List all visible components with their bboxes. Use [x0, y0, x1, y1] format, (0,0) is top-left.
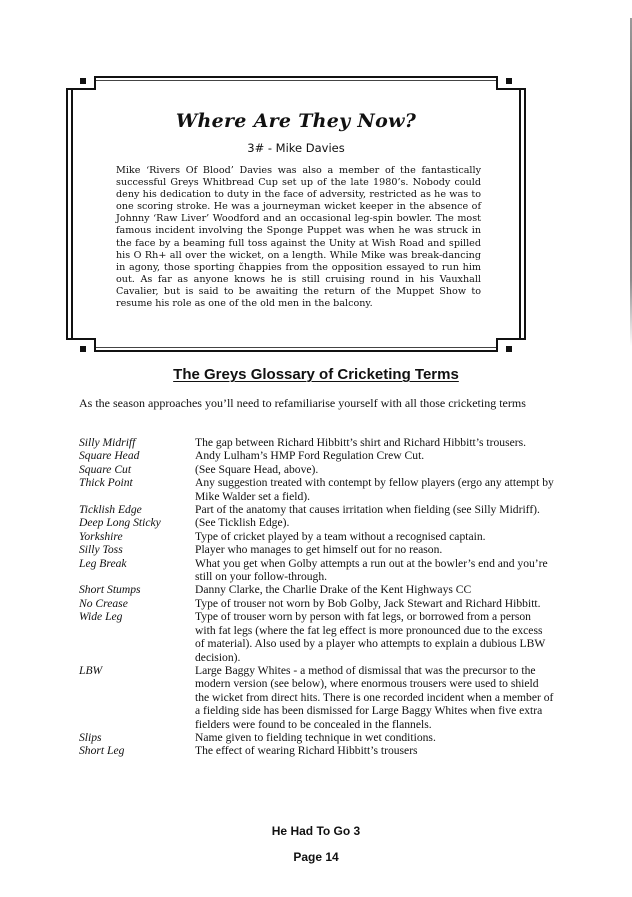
- glossary-entry: [79, 583, 554, 596]
- glossary-definition: Type of trouser not worn by Bob Golby, Jack Stewart and Richard Hibbitt.: [195, 596, 541, 610]
- frame-border-top-inner: [94, 80, 498, 81]
- glossary-term: Square Head: [79, 449, 140, 463]
- feature-body-text: Mike ‘Rivers Of Blood’ Davies was also a member of the fantastically successful Greys Whitbread Cup set up of the late 1980’s. Nobody could deny his dedication to duty in the face of adversity, restricted as he was to one scoring stroke. He was a journeyman wicket keeper in the absence of Johnny ‘Raw Liver’ Woodford and an occasional leg-spin bowler. The most famous incident involving the Sponge Puppet was when he was struck in the face by a beaming full toss against the Unity at Wish Road and spilled his O Rh+ all over the wicket, on a length. While Mike was break-dancing in agony, those sporting čhappies from the opposition essayed to run him out. As far as anyone knows he is still cruising round in his Vauxhall Cavalier, but is said to be awaiting the return of the Muppet Show to resume his role as one of the old men in the balcony.: [116, 165, 481, 310]
- glossary-term: Square Cut: [79, 462, 132, 476]
- frame-corner-connector: [66, 338, 96, 340]
- frame-corner-connector: [496, 338, 498, 352]
- glossary-list: [79, 436, 554, 758]
- glossary-definition: The gap between Richard Hibbitt’s shirt and Richard Hibbitt’s trousers.: [195, 436, 526, 449]
- glossary-definition: What you get when Golby attempts a run out at the bowler’s end and you’re still on your follow-through.: [195, 556, 548, 584]
- frame-corner-square-icon: [80, 78, 86, 84]
- frame-corner-square-icon: [506, 78, 512, 84]
- glossary-term: Wide Leg: [79, 610, 123, 624]
- glossary-term: Silly Midriff: [79, 436, 136, 449]
- frame-corner-connector: [496, 88, 526, 90]
- feature-title: Where Are They Now?: [175, 110, 417, 132]
- glossary-term: Slips: [79, 730, 102, 744]
- glossary-entry: [79, 543, 554, 556]
- glossary-definition: Type of trouser worn by person with fat legs, or borrowed from a person with fat legs (where the fat leg effect is more pronounced due to the excess of material). Also used by a player who attempts to explain a dubious LBW decision).: [195, 610, 546, 664]
- glossary-entry: [79, 436, 554, 449]
- glossary-definition: Any suggestion treated with contempt by fellow players (ergo any attempt by Mike Walder set a field).: [195, 476, 554, 503]
- glossary-term: Short Stumps: [79, 583, 141, 597]
- frame-corner-connector: [66, 88, 96, 90]
- feature-box: [66, 68, 526, 358]
- feature-subtitle: 3# - Mike Davies: [247, 141, 345, 155]
- glossary-entry: [79, 516, 554, 529]
- glossary-entry: [79, 463, 554, 476]
- glossary-entry: [79, 731, 554, 744]
- glossary-definition: Andy Lulham’s HMP Ford Regulation Crew Cut.: [195, 449, 425, 463]
- publication-title: He Had To Go 3: [271, 824, 361, 838]
- glossary-term: Ticklish Edge: [79, 503, 142, 517]
- glossary-definition: Danny Clarke, the Charlie Drake of the Kent Highways CC: [195, 583, 472, 597]
- glossary-term: Silly Toss: [79, 543, 123, 557]
- glossary-term: Leg Break: [79, 556, 127, 570]
- glossary-definition: Type of cricket played by a team without a recognised captain.: [195, 529, 486, 543]
- glossary-term: Yorkshire: [79, 529, 123, 543]
- page-number: Page 14: [293, 850, 339, 864]
- frame-border-bottom: [94, 350, 498, 352]
- frame-corner-square-icon: [80, 346, 86, 352]
- glossary-definition: (See Square Head, above).: [195, 462, 319, 476]
- glossary-entry: [79, 664, 554, 731]
- frame-corner-connector: [496, 338, 526, 340]
- glossary-definition: The effect of wearing Richard Hibbitt’s trousers: [195, 744, 418, 758]
- glossary-entry: [79, 530, 554, 543]
- glossary-intro: As the season approaches you’ll need to refamiliarise yourself with all those cricketing terms: [79, 396, 526, 410]
- glossary-term: No Crease: [79, 596, 128, 610]
- glossary-heading: The Greys Glossary of Cricketing Terms: [173, 366, 459, 383]
- glossary-term: Deep Long Sticky: [79, 516, 161, 530]
- glossary-definition: Name given to fielding technique in wet conditions.: [195, 730, 436, 744]
- glossary-definition: (See Ticklish Edge).: [195, 516, 290, 530]
- glossary-entry: [79, 597, 554, 610]
- glossary-definition: Part of the anatomy that causes irritation when fielding (see Silly Midriff).: [195, 503, 540, 517]
- frame-corner-square-icon: [506, 346, 512, 352]
- glossary-entry: [79, 557, 554, 584]
- glossary-entry: [79, 744, 554, 757]
- glossary-entry: [79, 610, 554, 664]
- frame-corner-connector: [94, 338, 96, 352]
- glossary-term: Short Leg: [79, 744, 125, 758]
- frame-border-top: [94, 76, 498, 78]
- glossary-term: Thick Point: [79, 476, 133, 490]
- glossary-definition: Player who manages to get himself out for no reason.: [195, 543, 443, 557]
- glossary-entry: [79, 503, 554, 516]
- glossary-entry: [79, 449, 554, 462]
- glossary-entry: [79, 476, 554, 503]
- glossary-term: LBW: [79, 663, 103, 677]
- frame-border-bottom-inner: [94, 347, 498, 348]
- glossary-definition: Large Baggy Whites - a method of dismissal that was the precursor to the modern version (see below), where enormous trousers were used to shield the wicket from direct hits. There is one recorded incident when a member of a fielding side has been dismissed for Large Baggy Whites when five extra fielders were found to be concealed in the flannels.: [195, 663, 554, 731]
